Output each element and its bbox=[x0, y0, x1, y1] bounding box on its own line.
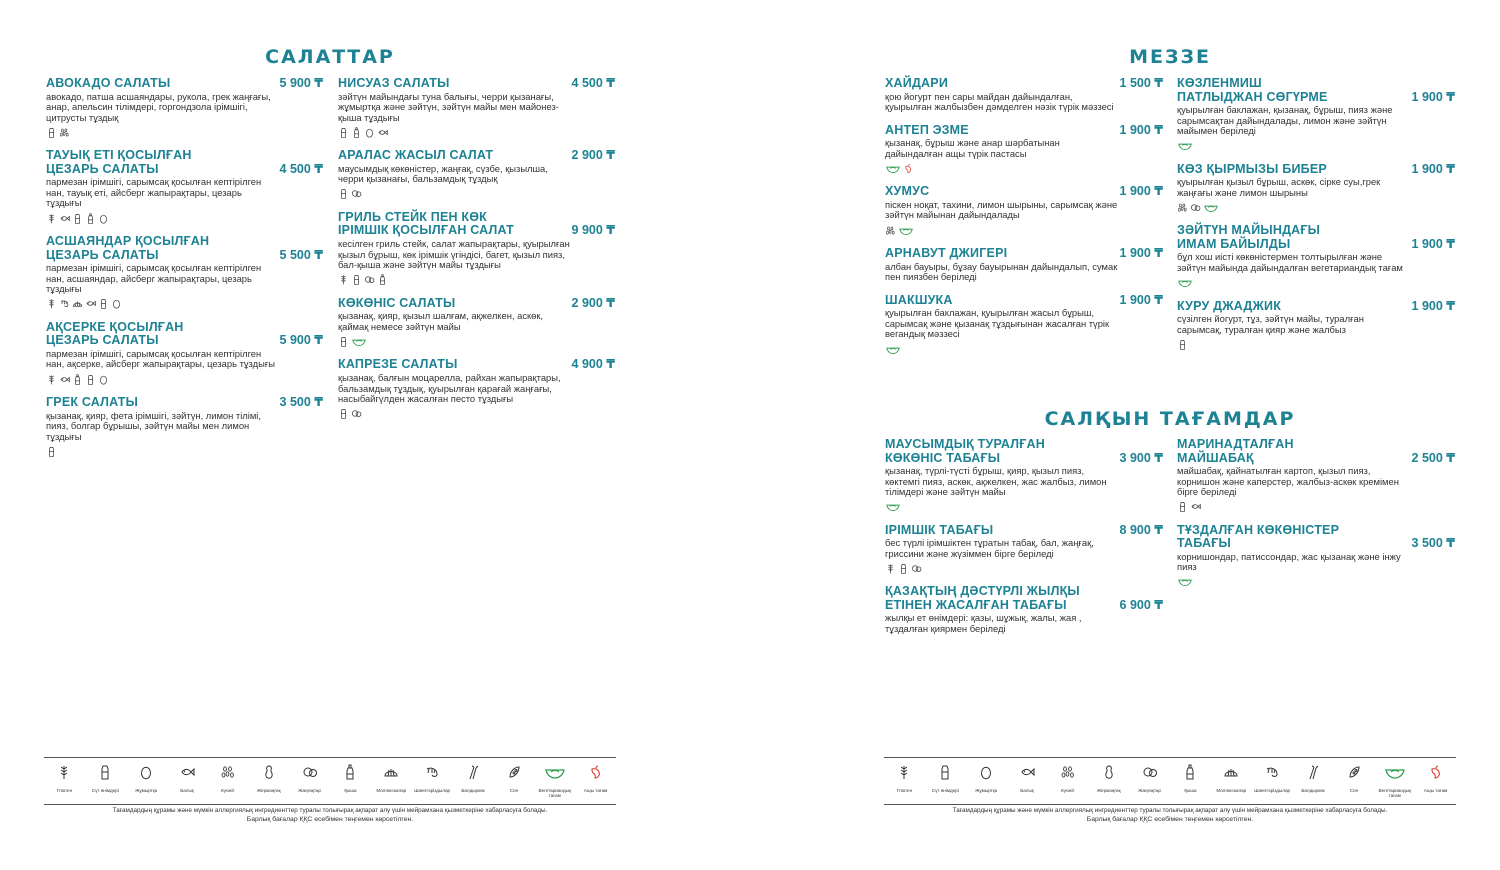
menu-item-description: зәйтүн майындағы туна балығы, черри қызанағы, жұмыртқа және зәйтүн, зәйтүн майы мен майонез-қыша тұздығы bbox=[338, 90, 559, 123]
nuts-icon bbox=[911, 563, 922, 574]
fish-icon bbox=[1190, 501, 1201, 512]
menu-item bbox=[46, 396, 323, 457]
spicy-icon bbox=[903, 163, 914, 174]
allergen-icons bbox=[885, 562, 1163, 574]
legend-label: Моллюскалар bbox=[376, 788, 407, 793]
menu-item-price: 4 500 ₸ bbox=[571, 76, 615, 90]
menu-item-description: қызанақ, қияр, қызыл шалғам, ақжелкен, аскөк, қаймақ немесе зәйтүн майы bbox=[338, 310, 544, 332]
menu-item bbox=[46, 77, 323, 138]
menu-column bbox=[885, 77, 1163, 366]
menu-item-price: 1 900 ₸ bbox=[1411, 89, 1455, 104]
legend-label: Жержаңғақ bbox=[256, 788, 281, 793]
menu-column bbox=[338, 77, 615, 431]
dairy-icon bbox=[97, 764, 113, 785]
menu-item bbox=[46, 235, 323, 310]
legend-item bbox=[1333, 758, 1374, 804]
menu-item bbox=[885, 185, 1163, 236]
egg-icon bbox=[138, 764, 154, 785]
menu-item-description: авокадо, патша асшаяндары, рукола, грек жаңғағы, анар, апельсин тілімдері, горгондзола ірімшігі, цитрусты тұздық bbox=[46, 90, 271, 123]
menu-item-name: ХАЙДАРИ bbox=[885, 76, 949, 90]
menu-column bbox=[1177, 77, 1455, 361]
legend-label: Ащы тағам bbox=[583, 788, 608, 793]
menu-item-price: 2 500 ₸ bbox=[1411, 450, 1455, 465]
legend-label: Жұмыртқа bbox=[975, 788, 998, 793]
allergen-icons bbox=[885, 501, 1163, 513]
menu-item-price: 1 900 ₸ bbox=[1411, 161, 1455, 176]
menu-item-price: 1 900 ₸ bbox=[1119, 184, 1163, 199]
menu-item-name: АҚСЕРКЕ ҚОСЫЛҒАН ЦЕЗАРЬ САЛАТЫ bbox=[46, 319, 184, 348]
menu-column bbox=[1177, 438, 1455, 599]
gluten-icon bbox=[896, 764, 912, 785]
menu-item-price: 1 900 ₸ bbox=[1119, 122, 1163, 137]
menu-item bbox=[1177, 300, 1455, 351]
menu-item-name: ШАКШУКА bbox=[885, 292, 953, 307]
mustard-icon bbox=[72, 374, 83, 385]
vegetarian-icon bbox=[1203, 202, 1219, 213]
dairy-icon bbox=[338, 188, 349, 199]
fish-icon bbox=[59, 213, 70, 224]
legend-label: Глютен bbox=[896, 788, 913, 793]
dairy-icon bbox=[85, 374, 96, 385]
menu-item-price: 3 500 ₸ bbox=[1411, 536, 1455, 551]
menu-item-name: АНТЕП ЭЗМЕ bbox=[885, 122, 969, 137]
legend-item bbox=[1088, 758, 1129, 804]
fish-icon bbox=[85, 298, 96, 309]
sesame-icon bbox=[220, 764, 236, 785]
vegetarian-icon bbox=[885, 344, 901, 355]
menu-item-name: МАРИНАДТАЛҒАН МАЙШАБАҚ bbox=[1177, 437, 1294, 465]
menu-column bbox=[885, 438, 1163, 646]
nuts-icon bbox=[364, 274, 375, 285]
peanut-icon bbox=[261, 764, 277, 785]
menu-item-description: майшабақ, қайнатылған картоп, қызыл пияз, корнишон және каперстер, жалбыз-аскөк кремімен бірге беріледі bbox=[1177, 465, 1399, 498]
legend-item bbox=[534, 758, 575, 804]
legend-label: Жұмыртқа bbox=[135, 788, 158, 793]
price-note: Барлық бағалар ҚҚС есебімен теңгемен көрсетілген. bbox=[246, 816, 414, 823]
section-title-cold-dishes: САЛҚЫН ТАҒАМДАР bbox=[1044, 408, 1296, 430]
allergen-icons bbox=[885, 343, 1163, 355]
menu-item-price: 1 900 ₸ bbox=[1411, 236, 1455, 251]
legend-item bbox=[575, 758, 616, 804]
menu-item bbox=[885, 247, 1163, 283]
dairy-icon bbox=[338, 127, 349, 138]
menu-item bbox=[1177, 163, 1455, 214]
menu-item bbox=[885, 585, 1163, 634]
gluten-icon bbox=[46, 213, 57, 224]
menu-item-price: 2 900 ₸ bbox=[571, 295, 615, 310]
menu-item-description: корнишондар, патиссондар, жас қызанақ және інжу пияз bbox=[1177, 550, 1401, 573]
legend-label: Жаңғақтар bbox=[1138, 788, 1161, 793]
legend-label: Жаңғақтар bbox=[298, 788, 321, 793]
menu-item bbox=[1177, 77, 1455, 152]
legend-item bbox=[493, 758, 534, 804]
menu-item-name: НИСУАЗ САЛАТЫ bbox=[338, 76, 450, 90]
dairy-icon bbox=[338, 408, 349, 419]
menu-item-description: кесілген гриль стейк, салат жапырақтары, қуырылған қызыл бұрыш, көк ірімшік үгіндісі, багет, қызыл пияз, бал-қыша және зәйтүн майы тұздығы bbox=[338, 237, 570, 271]
menu-item-name: ГРИЛЬ СТЕЙК ПЕН КӨК ІРІМШІК ҚОСЫЛҒАН САЛАТ bbox=[338, 209, 514, 238]
gluten-icon bbox=[885, 563, 896, 574]
menu-item bbox=[338, 149, 615, 200]
nuts-icon bbox=[302, 764, 318, 785]
menu-item bbox=[46, 321, 323, 385]
fish-icon bbox=[377, 127, 388, 138]
menu-item bbox=[338, 358, 615, 419]
menu-item-price: 1 900 ₸ bbox=[1119, 292, 1163, 307]
legend-label: Балық bbox=[1020, 788, 1034, 793]
allergen-note: Тағамдардың құрамы және мүмкін аллергиялық ингредиенттер туралы толығырақ ақпарат алу үшін мейрамхана қызметкеріне хабарласуға болады. bbox=[952, 807, 1388, 814]
menu-item-price: 5 500 ₸ bbox=[279, 247, 323, 262]
celery-icon bbox=[1305, 764, 1321, 785]
legend-item bbox=[1170, 758, 1211, 804]
gluten-icon bbox=[46, 374, 57, 385]
menu-item-name: МАУСЫМДЫҚ ТУРАЛҒАН КӨКӨНІС ТАБАҒЫ bbox=[885, 437, 1046, 465]
allergen-icons bbox=[338, 408, 615, 420]
menu-item-name: ЗӘЙТҮН МАЙЫНДАҒЫ ИМАМ БАЙЫЛДЫ bbox=[1177, 223, 1321, 251]
menu-item-description: қуырылған баклажан, қуырылған жасыл бұрыш, сарымсақ және қызанақ тұздығынан жасалған түрік вегандық мәззесі bbox=[885, 307, 1110, 340]
menu-item-price: 1 900 ₸ bbox=[1119, 246, 1163, 261]
allergen-icons bbox=[1177, 338, 1455, 350]
legend-item bbox=[884, 758, 925, 804]
legend-item bbox=[126, 758, 167, 804]
mustard-icon bbox=[342, 764, 358, 785]
mustard-icon bbox=[1182, 764, 1198, 785]
allergen-legend bbox=[44, 757, 616, 805]
menu-item-name: АВОКАДО САЛАТЫ bbox=[46, 76, 171, 90]
mollusc-icon bbox=[72, 298, 83, 309]
legend-label: Глютен bbox=[56, 788, 73, 793]
menu-item-description: албан бауыры, бұзау бауырынан дайындалып, сумак пен пиязбен беріледі bbox=[885, 260, 1118, 283]
shrimp-icon bbox=[1264, 764, 1280, 785]
vegetarian-icon bbox=[1177, 140, 1193, 151]
vegetarian-icon bbox=[898, 225, 914, 236]
legend-label: Соя bbox=[1349, 788, 1359, 793]
menu-item-description: қою йогурт пен сары майдан дайындалған, қуырылған жалбызбен дәмделген нәзік түрік мәззесі bbox=[885, 90, 1114, 113]
menu-item-price: 3 500 ₸ bbox=[279, 395, 323, 410]
mustard-icon bbox=[377, 274, 388, 285]
sesame-icon bbox=[1177, 202, 1188, 213]
nuts-icon bbox=[1142, 764, 1158, 785]
spicy-icon bbox=[588, 764, 604, 785]
soy-icon bbox=[506, 764, 522, 785]
allergen-icons bbox=[1177, 501, 1455, 513]
legend-item bbox=[966, 758, 1007, 804]
allergen-icons bbox=[46, 298, 323, 310]
nuts-icon bbox=[351, 408, 362, 419]
menu-item-description: піскен ноқат, тахини, лимон шырыны, сарымсақ және зәйтүн майынан дайындалады bbox=[885, 198, 1118, 221]
menu-item-description: бұл хош иісті көкөністермен толтырылған және зәйтүн майында дайындалған вегетариандық тағам bbox=[1177, 251, 1403, 274]
vegetarian-icon bbox=[351, 336, 367, 347]
allergen-icons bbox=[46, 373, 323, 385]
dairy-icon bbox=[351, 274, 362, 285]
allergen-icons bbox=[338, 126, 615, 138]
allergen-icons bbox=[885, 224, 1163, 236]
menu-item-price: 1 500 ₸ bbox=[1119, 76, 1163, 90]
menu-item-name: ҚАЗАҚТЫҢ ДӘСТҮРЛІ ЖЫЛҚЫ ЕТІНЕН ЖАСАЛҒАН ТАБАҒЫ bbox=[885, 584, 1080, 612]
legend-label: Күнжіт bbox=[1061, 788, 1075, 793]
allergen-icons bbox=[1177, 277, 1455, 289]
egg-icon bbox=[111, 298, 122, 309]
menu-item-description: бес түрлі ірімшіктен тұратын табақ, бал, жаңғақ, гриссини және жүзіммен бірге беріледі bbox=[885, 537, 1094, 559]
vegetarian-icon bbox=[545, 764, 565, 785]
menu-item-name: КАПРЕЗЕ САЛАТЫ bbox=[338, 357, 458, 372]
menu-item-description: қызанақ, балғын моцарелла, райхан жапырақтары, бальзамдық тұздық, қуырылған қарағай жаңғағы, насыбайгүлден жасалған песто тұздығы bbox=[338, 371, 561, 405]
mustard-icon bbox=[351, 127, 362, 138]
dairy-icon bbox=[898, 563, 909, 574]
legend-label: Сүт өнімдері bbox=[931, 788, 959, 793]
allergen-icons bbox=[1177, 140, 1455, 152]
menu-item-description: пармезан ірімшігі, сарымсақ қосылған кептірілген нан, ақсерке, айсберг жапырақтары, цезарь тұздығы bbox=[46, 347, 276, 370]
mollusc-icon bbox=[383, 764, 399, 785]
legend-item bbox=[1129, 758, 1170, 804]
menu-item-name: КУРУ ДЖАДЖИК bbox=[1177, 298, 1282, 313]
menu-item bbox=[1177, 524, 1455, 588]
legend-label: Соя bbox=[509, 788, 519, 793]
fish-icon bbox=[1019, 764, 1035, 785]
dairy-icon bbox=[72, 213, 83, 224]
allergen-icons bbox=[338, 188, 615, 200]
allergen-icons bbox=[885, 162, 1163, 174]
legend-row bbox=[884, 758, 1456, 804]
menu-item-price: 5 900 ₸ bbox=[279, 76, 323, 90]
legend-item bbox=[1415, 758, 1456, 804]
soy-icon bbox=[1346, 764, 1362, 785]
menu-item-name: АРАЛАС ЖАСЫЛ САЛАТ bbox=[338, 148, 494, 163]
legend-label: Моллюскалар bbox=[1216, 788, 1247, 793]
menu-item-description: жылқы ет өнімдері: қазы, шұжық, жалы, жая , тұздалған қиярмен беріледі bbox=[885, 612, 1082, 635]
legend-item bbox=[44, 758, 85, 804]
legend-label: Вегетариандық тағам bbox=[538, 788, 571, 798]
menu-item-price: 4 900 ₸ bbox=[571, 357, 615, 372]
vegetarian-icon bbox=[1385, 764, 1405, 785]
legend-label: Жержаңғақ bbox=[1096, 788, 1121, 793]
dairy-icon bbox=[1177, 339, 1188, 350]
dairy-icon bbox=[98, 298, 109, 309]
spicy-icon bbox=[1428, 764, 1444, 785]
sesame-icon bbox=[59, 127, 70, 138]
menu-item-name: КӨЗЛЕНМИШ ПАТЛЫДЖАН СӨГҮРМЕ bbox=[1177, 76, 1328, 104]
legend-item bbox=[330, 758, 371, 804]
sesame-icon bbox=[1060, 764, 1076, 785]
menu-item-name: ТАУЫҚ ЕТІ ҚОСЫЛҒАН ЦЕЗАРЬ САЛАТЫ bbox=[46, 148, 192, 176]
menu-item-name: КӨЗ ҚЫРМЫЗЫ БИБЕР bbox=[1177, 161, 1327, 176]
egg-icon bbox=[978, 764, 994, 785]
dairy-icon bbox=[338, 336, 349, 347]
allergen-icons bbox=[338, 335, 615, 347]
menu-item-description: қуырылған қызыл бұрыш, аскөк, сірке суы,грек жаңғағы және лимон шырыны bbox=[1177, 176, 1381, 198]
legend-label: Балық bbox=[180, 788, 194, 793]
menu-item-price: 8 900 ₸ bbox=[1119, 522, 1163, 537]
menu-item-description: қуырылған баклажан, қызанақ, бұрыш, пияз және сарымсақтан дайындалады, лимон және зәйтүн майымен беріледі bbox=[1177, 104, 1393, 137]
legend-label: Балдыркөк bbox=[461, 788, 485, 793]
fish-icon bbox=[179, 764, 195, 785]
menu-item-name: ТҰЗДАЛҒАН КӨКӨНІСТЕР ТАБАҒЫ bbox=[1177, 522, 1340, 551]
dairy-icon bbox=[46, 446, 57, 457]
menu-item bbox=[46, 149, 323, 224]
menu-item bbox=[885, 124, 1163, 175]
celery-icon bbox=[465, 764, 481, 785]
legend-item bbox=[1007, 758, 1048, 804]
vegetarian-icon bbox=[885, 163, 901, 174]
menu-item bbox=[885, 438, 1163, 513]
menu-item-description: пармезан ірімшігі, сарымсақ қосылған кептірілген нан, тауық еті, айсберг жапырақтары, цезарь тұздығы bbox=[46, 176, 262, 209]
allergen-icons bbox=[46, 126, 323, 138]
menu-item-description: пармезан ірімшігі, сарымсақ қосылған кептірілген нан, асшаяндар, айсберг жапырақтары, цезарь тұздығы bbox=[46, 262, 262, 295]
allergen-legend bbox=[884, 757, 1456, 805]
dairy-icon bbox=[937, 764, 953, 785]
legend-row bbox=[44, 758, 616, 804]
menu-item bbox=[1177, 438, 1455, 513]
legend-label: Вегетариандық тағам bbox=[1378, 788, 1411, 798]
menu-item-description: маусымдық көкөністер, жаңғақ, сүзбе, қызылша, черри қызанағы, бальзамдық тұздық bbox=[338, 162, 548, 185]
menu-item-price: 6 900 ₸ bbox=[1119, 597, 1163, 612]
shrimp-icon bbox=[59, 298, 70, 309]
menu-item bbox=[885, 524, 1163, 575]
menu-item-description: сүзілген йогурт, тұз, зәйтүн майы, туралған сарымсақ, туралған қияр және жалбыз bbox=[1177, 313, 1364, 335]
menu-item bbox=[338, 77, 615, 138]
menu-item-price: 4 500 ₸ bbox=[279, 161, 323, 176]
footnote bbox=[44, 806, 616, 824]
legend-item bbox=[289, 758, 330, 804]
menu-item-description: қызанақ, түрлі-түсті бұрыш, қияр, қызыл пияз, көктемгі пияз, аскөк, ақжелкен, жас жалбыз, лимон тілімдері және зәйтүн майы bbox=[885, 465, 1107, 498]
legend-item bbox=[453, 758, 494, 804]
legend-label: Қыша bbox=[344, 788, 357, 793]
nuts-icon bbox=[351, 188, 362, 199]
legend-label: Шаянтәріздылар bbox=[1254, 788, 1291, 793]
legend-label: Күнжіт bbox=[221, 788, 235, 793]
menu-item bbox=[1177, 224, 1455, 288]
legend-label: Сүт өнімдері bbox=[91, 788, 119, 793]
dairy-icon bbox=[46, 127, 57, 138]
legend-item bbox=[1047, 758, 1088, 804]
legend-item bbox=[248, 758, 289, 804]
gluten-icon bbox=[338, 274, 349, 285]
allergen-note: Тағамдардың құрамы және мүмкін аллергиялық ингредиенттер туралы толығырақ ақпарат алу үшін мейрамхана қызметкеріне хабарласуға болады. bbox=[112, 807, 548, 814]
legend-item bbox=[85, 758, 126, 804]
vegetarian-icon bbox=[885, 501, 901, 512]
menu-item-description: қызанақ, қияр, фета ірімшігі, зәйтүн, лимон тілімі, пияз, болгар бұрышы, зәйтүн майы мен лимон тұздығы bbox=[46, 409, 261, 442]
menu-item-price: 5 900 ₸ bbox=[279, 333, 323, 348]
mollusc-icon bbox=[1223, 764, 1239, 785]
footnote bbox=[884, 806, 1456, 824]
menu-item-name: АРНАВУТ ДЖИГЕРІ bbox=[885, 246, 1008, 261]
allergen-icons bbox=[46, 445, 323, 457]
legend-label: Шаянтәріздылар bbox=[414, 788, 451, 793]
legend-item bbox=[1293, 758, 1334, 804]
peanut-icon bbox=[1101, 764, 1117, 785]
sesame-icon bbox=[885, 225, 896, 236]
gluten-icon bbox=[46, 298, 57, 309]
gluten-icon bbox=[56, 764, 72, 785]
legend-item bbox=[207, 758, 248, 804]
menu-item-name: ХУМУС bbox=[885, 184, 930, 199]
egg-icon bbox=[364, 127, 375, 138]
allergen-icons bbox=[1177, 201, 1455, 213]
vegetarian-icon bbox=[1177, 277, 1193, 288]
menu-item-price: 2 900 ₸ bbox=[571, 148, 615, 163]
legend-item bbox=[1211, 758, 1252, 804]
nuts-icon bbox=[1190, 202, 1201, 213]
allergen-icons bbox=[1177, 576, 1455, 588]
legend-label: Ащы тағам bbox=[1423, 788, 1448, 793]
menu-item-price: 3 900 ₸ bbox=[1119, 450, 1163, 465]
legend-item bbox=[925, 758, 966, 804]
mustard-icon bbox=[85, 213, 96, 224]
menu-item-price: 9 900 ₸ bbox=[571, 223, 615, 238]
vegetarian-icon bbox=[1177, 576, 1193, 587]
menu-column bbox=[46, 77, 323, 468]
menu-item-name: ГРЕК САЛАТЫ bbox=[46, 395, 139, 410]
legend-item bbox=[412, 758, 453, 804]
menu-item-name: АСШАЯНДАР ҚОСЫЛҒАН ЦЕЗАРЬ САЛАТЫ bbox=[46, 234, 210, 262]
menu-item-description: қызанақ, бұрыш және анар шәрбатынан дайындалған ащы түрік пастасы bbox=[885, 137, 1060, 159]
menu-item bbox=[885, 294, 1163, 355]
price-note: Барлық бағалар ҚҚС есебімен теңгемен көрсетілген. bbox=[1086, 816, 1254, 823]
section-title-salads: САЛАТТАР bbox=[265, 46, 395, 68]
legend-item bbox=[167, 758, 208, 804]
menu-item-name: ІРІМШІК ТАБАҒЫ bbox=[885, 522, 994, 537]
legend-item bbox=[371, 758, 412, 804]
menu-item-name: КӨКӨНІС САЛАТЫ bbox=[338, 295, 456, 310]
legend-label: Балдыркөк bbox=[1301, 788, 1325, 793]
allergen-icons bbox=[46, 212, 323, 224]
allergen-icons bbox=[338, 274, 615, 286]
egg-icon bbox=[98, 374, 109, 385]
dairy-icon bbox=[1177, 501, 1188, 512]
legend-item bbox=[1252, 758, 1293, 804]
menu-item bbox=[338, 297, 615, 348]
shrimp-icon bbox=[424, 764, 440, 785]
legend-item bbox=[1374, 758, 1415, 804]
menu-item bbox=[885, 77, 1163, 113]
menu-item bbox=[338, 211, 615, 286]
legend-label: Қыша bbox=[1184, 788, 1197, 793]
section-title-mezze: МЕЗЗЕ bbox=[1129, 46, 1211, 68]
fish-icon bbox=[59, 374, 70, 385]
menu-item-price: 1 900 ₸ bbox=[1411, 298, 1455, 313]
egg-icon bbox=[98, 213, 109, 224]
